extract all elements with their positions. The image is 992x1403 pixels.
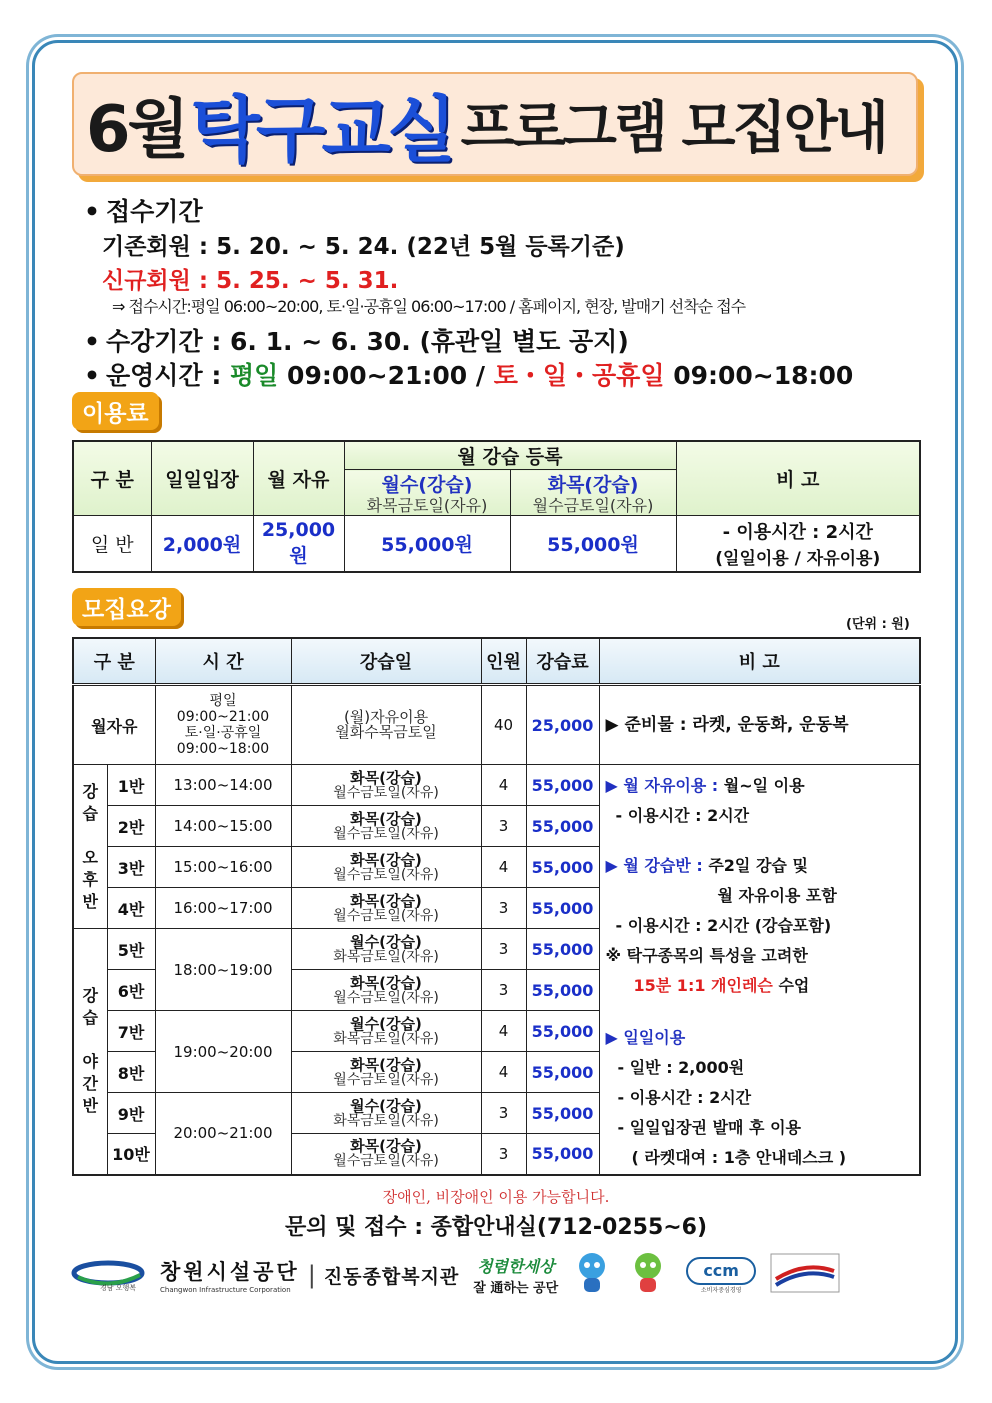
fee-header-tue-thu: 화목(강습) 월수금토일(자유) bbox=[510, 470, 676, 516]
class-label: 6반 bbox=[107, 970, 155, 1011]
class-capacity: 4 bbox=[481, 847, 526, 888]
class-label: 2반 bbox=[107, 806, 155, 847]
title-program: 탁구교실 bbox=[190, 88, 453, 172]
class-fee: 55,000 bbox=[526, 806, 599, 847]
note-supplies: ▶ 준비물 : 라켓, 운동화, 운동복 bbox=[599, 685, 920, 765]
class-time: 15:00~16:00 bbox=[155, 847, 291, 888]
class-capacity: 4 bbox=[481, 1052, 526, 1093]
fee-mon-wed-value: 55,000원 bbox=[344, 516, 510, 572]
sched-header-time: 시 간 bbox=[155, 638, 291, 685]
class-fee: 55,000 bbox=[526, 1093, 599, 1134]
class-capacity: 4 bbox=[481, 765, 526, 806]
free-row-label: 월자유 bbox=[73, 685, 155, 765]
class-days: 월수(강습) 화목금토일(자유) bbox=[291, 1011, 481, 1052]
class-days: 화목(강습) 월수금토일(자유) bbox=[291, 806, 481, 847]
free-row-time: 평일 09:00~21:00 토·일·공휴일 09:00~18:00 bbox=[155, 685, 291, 765]
logo-divider: | bbox=[307, 1261, 316, 1289]
sched-header-capacity: 인원 bbox=[481, 638, 526, 685]
fee-tue-thu-value: 55,000원 bbox=[510, 516, 676, 572]
class-days: 월수(강습) 화목금토일(자유) bbox=[291, 1093, 481, 1134]
schedule-table bbox=[72, 637, 921, 1176]
class-fee: 55,000 bbox=[526, 1134, 599, 1175]
class-fee: 55,000 bbox=[526, 970, 599, 1011]
reception-heading: • 접수기간 bbox=[84, 197, 203, 226]
class-label: 3반 bbox=[107, 847, 155, 888]
existing-member-line: 기존회원 : 5. 20. ~ 5. 24. (22년 5월 등록기준) bbox=[102, 234, 625, 260]
title-month: 6월 bbox=[86, 93, 187, 167]
sched-header-fee: 강습료 bbox=[526, 638, 599, 685]
class-days: 화목(강습) 월수금토일(자유) bbox=[291, 888, 481, 929]
fee-header-mon-wed: 월수(강습) 화목금토일(자유) bbox=[344, 470, 510, 516]
class-capacity: 3 bbox=[481, 1134, 526, 1175]
fee-daily-value: 2,000원 bbox=[151, 516, 253, 572]
class-days: 화목(강습) 월수금토일(자유) bbox=[291, 1134, 481, 1175]
class-days: 화목(강습) 월수금토일(자유) bbox=[291, 970, 481, 1011]
class-label: 10반 bbox=[107, 1134, 155, 1175]
sched-header-days: 강습일 bbox=[291, 638, 481, 685]
class-days: 화목(강습) 월수금토일(자유) bbox=[291, 847, 481, 888]
fee-header-monthly-free: 월 자유 bbox=[253, 441, 344, 516]
fee-monthly-free-value: 25,000원 bbox=[253, 516, 344, 572]
lesson-period: • 수강기간 : 6. 1. ~ 6. 30. (휴관일 별도 공지) bbox=[84, 327, 629, 356]
free-row-days: (월)자유이용 월화수목금토일 bbox=[291, 685, 481, 765]
class-capacity: 4 bbox=[481, 1011, 526, 1052]
sched-header-category: 구 분 bbox=[73, 638, 155, 685]
class-label: 8반 bbox=[107, 1052, 155, 1093]
free-row-fee: 25,000 bbox=[526, 685, 599, 765]
unit-label: (단위 : 원) bbox=[846, 617, 910, 632]
fee-row-category: 일 반 bbox=[73, 516, 151, 572]
title-rest: 프로그램 모집안내 bbox=[460, 96, 886, 161]
class-label: 9반 bbox=[107, 1093, 155, 1134]
mascot-blue-icon bbox=[572, 1250, 612, 1300]
class-fee: 55,000 bbox=[526, 929, 599, 970]
fee-header-category: 구 분 bbox=[73, 441, 151, 516]
class-time: 14:00~15:00 bbox=[155, 806, 291, 847]
fee-header-lesson-group: 월 강습 등록 bbox=[344, 441, 676, 470]
certification-flag-icon bbox=[770, 1253, 840, 1297]
contact-info: 문의 및 접수 : 종합안내실(712-0255~6) bbox=[284, 1215, 708, 1240]
fee-header-remark: 비 고 bbox=[676, 441, 920, 516]
gyeongnam-emblem: 경남 오행복 bbox=[70, 1255, 150, 1295]
operating-hours: • 운영시간 : 평일 09:00~21:00 / 토・일・공휴일 09:00~18:00 bbox=[84, 361, 854, 390]
sched-header-remark: 비 고 bbox=[599, 638, 920, 685]
class-capacity: 3 bbox=[481, 806, 526, 847]
class-capacity: 3 bbox=[481, 970, 526, 1011]
class-capacity: 3 bbox=[481, 1093, 526, 1134]
fee-section-tag: 이용료 bbox=[72, 392, 159, 430]
slogan-logo: 청렴한세상 잘 通하는 공단 bbox=[473, 1257, 559, 1296]
class-days: 월수(강습) 화목금토일(자유) bbox=[291, 929, 481, 970]
class-fee: 55,000 bbox=[526, 888, 599, 929]
fee-table bbox=[72, 440, 921, 573]
class-time: 20:00~21:00 bbox=[155, 1093, 291, 1175]
title-banner bbox=[72, 72, 918, 176]
class-label: 4반 bbox=[107, 888, 155, 929]
class-days: 화목(강습) 월수금토일(자유) bbox=[291, 1052, 481, 1093]
accessibility-notice: 장애인, 비장애인 이용 가능합니다. bbox=[382, 1188, 610, 1206]
free-row-capacity: 40 bbox=[481, 685, 526, 765]
new-member-line: 신규회원 : 5. 25. ~ 5. 31. bbox=[102, 268, 399, 294]
class-time: 18:00~19:00 bbox=[155, 929, 291, 1011]
class-capacity: 3 bbox=[481, 888, 526, 929]
ccm-logo: ccm 소비자중심경영 bbox=[686, 1257, 756, 1294]
class-fee: 55,000 bbox=[526, 847, 599, 888]
fee-remark: - 이용시간 : 2시간 (일일이용 / 자유이용) bbox=[676, 516, 920, 572]
fee-header-daily: 일일입장 bbox=[151, 441, 253, 516]
class-label: 1반 bbox=[107, 765, 155, 806]
class-time: 13:00~14:00 bbox=[155, 765, 291, 806]
class-fee: 55,000 bbox=[526, 1052, 599, 1093]
class-time: 16:00~17:00 bbox=[155, 888, 291, 929]
evening-group-label: 강 습 야 간 반 bbox=[73, 929, 107, 1175]
class-label: 7반 bbox=[107, 1011, 155, 1052]
schedule-notes: ▶ 월 자유이용 : 월~일 이용 - 이용시간 : 2시간 ▶ 월 강습반 : 주2일 강습 및 월 자유이용 포함 - 이용시간 : 2시간 (강습포함) ※ 탁구종목의 특성을 고려한 15분 1:1 개인레슨 수업 ▶ 일일이용 - 일반 : 2,000원 - 이용시간 : 2시간 - 일일입장권 발매 후 이용 ( 라켓대여 : 1층 안내데스크 ) bbox=[599, 765, 920, 1175]
class-days: 화목(강습) 월수금토일(자유) bbox=[291, 765, 481, 806]
reception-note: ⇒ 접수시간:평일 06:00~20:00, 토·일·공휴일 06:00~17:00 / 홈페이지, 현장, 발매기 선착순 접수 bbox=[112, 297, 746, 316]
class-capacity: 3 bbox=[481, 929, 526, 970]
class-time: 19:00~20:00 bbox=[155, 1011, 291, 1093]
org-logo: 창원시설공단 Changwon Infrastructure Corporation bbox=[160, 1260, 300, 1294]
recruit-section-tag: 모집요강 bbox=[72, 588, 181, 626]
afternoon-group-label: 강 습 오 후 반 bbox=[73, 765, 107, 929]
center-name: 진동종합복지관 bbox=[323, 1265, 460, 1288]
mascot-green-icon bbox=[628, 1250, 668, 1300]
class-fee: 55,000 bbox=[526, 1011, 599, 1052]
class-label: 5반 bbox=[107, 929, 155, 970]
table-row bbox=[73, 765, 920, 806]
class-fee: 55,000 bbox=[526, 765, 599, 806]
logo-strip bbox=[70, 1250, 936, 1300]
